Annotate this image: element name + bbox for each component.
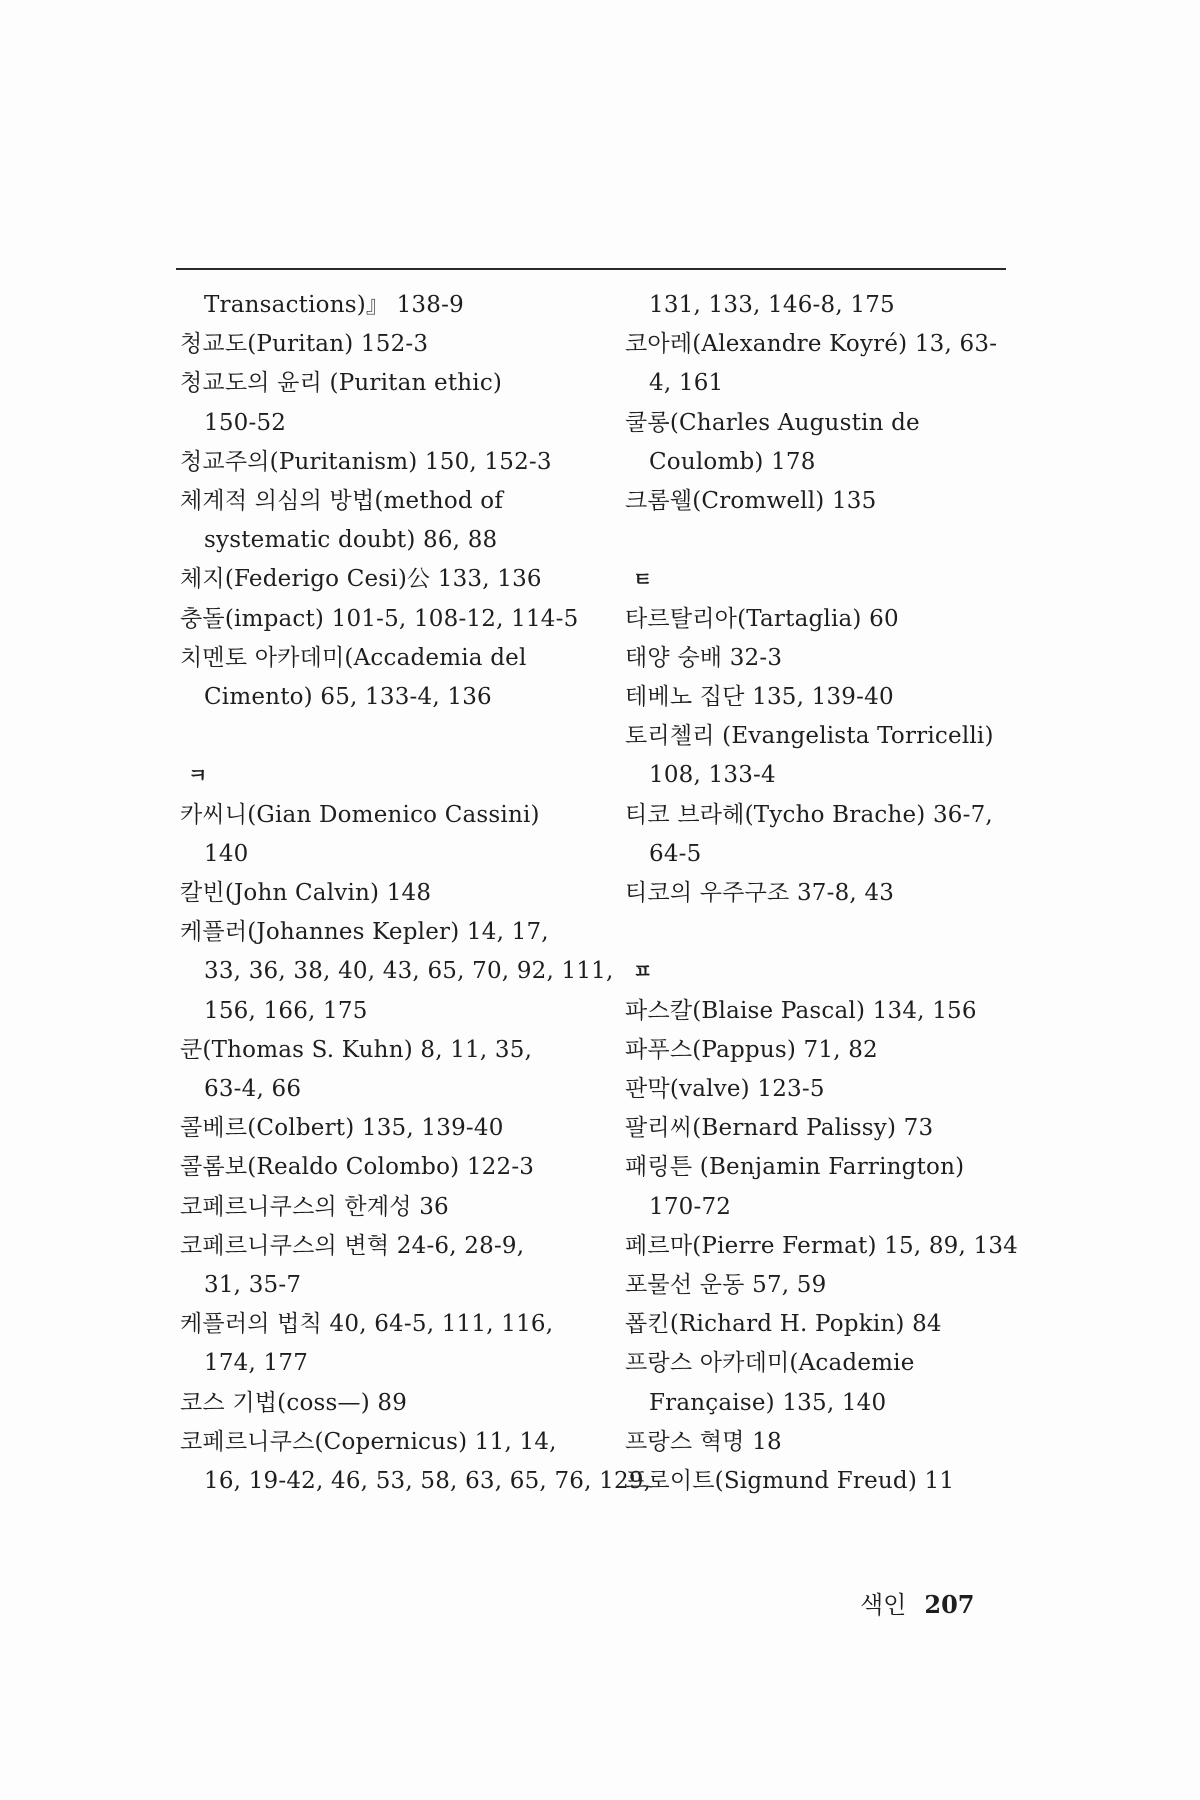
index-entry-line: 108, 133-4 <box>649 762 776 789</box>
index-entry-line: 티코의 우주구조 37-8, 43 <box>625 880 895 906</box>
index-section-heading: ㅋ <box>188 763 208 788</box>
header-rule <box>176 268 1006 270</box>
index-entry-line: 케플러(Johannes Kepler) 14, 17, <box>180 919 549 946</box>
index-entry-line: 64-5 <box>649 840 702 867</box>
index-entry-line: Transactions)』 138-9 <box>204 292 464 318</box>
index-entry-line: 프랑스 아카데미(Academie <box>625 1350 915 1377</box>
index-entry-line: 코페르니쿠스의 한계성 36 <box>180 1193 449 1220</box>
index-entry-line: 콜롬보(Realdo Colombo) 122-3 <box>180 1154 535 1181</box>
index-entry-line: 폽킨(Richard H. Popkin) 84 <box>625 1311 942 1338</box>
index-entry-line: 치멘토 아카데미(Accademia del <box>180 644 527 671</box>
index-entry-line: 코페르니쿠스(Copernicus) 11, 14, <box>180 1428 557 1455</box>
index-entry-line: 코페르니쿠스의 변혁 24-6, 28-9, <box>180 1232 525 1259</box>
index-section-heading: ㅍ <box>633 959 653 984</box>
index-entry-line: 150-52 <box>204 409 287 436</box>
index-entry-line: 31, 35-7 <box>204 1272 302 1298</box>
section-label: 색인 <box>860 1591 907 1619</box>
index-entry-line: 174, 177 <box>204 1350 309 1377</box>
index-entry-line: 체지(Federigo Cesi)公 133, 136 <box>180 566 542 593</box>
index-entry-line: 패링튼 (Benjamin Farrington) <box>625 1154 965 1181</box>
index-entry-line: 140 <box>204 840 249 867</box>
index-entry-line: 프랑스 혁명 18 <box>625 1428 782 1455</box>
index-entry-line: 170-72 <box>649 1193 732 1220</box>
index-entry-line: Coulomb) 178 <box>649 448 816 475</box>
index-entry-line: 청교도의 윤리 (Puritan ethic) <box>180 370 503 397</box>
index-entry-line: 태양 숭배 32-3 <box>625 644 783 671</box>
index-entry-line: 테베노 집단 135, 139-40 <box>625 684 894 710</box>
index-entry-line: 페르마(Pierre Fermat) 15, 89, 134 <box>625 1232 1019 1259</box>
index-entry-line: 156, 166, 175 <box>204 997 368 1024</box>
index-entry-line: 63-4, 66 <box>204 1076 302 1102</box>
index-entry-line: 코아레(Alexandre Koyré) 13, 63- <box>625 331 998 358</box>
index-entry-line: 청교주의(Puritanism) 150, 152-3 <box>180 448 552 475</box>
index-entry-line: 쿨롱(Charles Augustin de <box>625 409 920 436</box>
index-entry-line: 16, 19-42, 46, 53, 58, 63, 65, 76, 129, <box>204 1468 652 1494</box>
index-entry-line: 청교도(Puritan) 152-3 <box>180 331 429 358</box>
index-entry-line: 파푸스(Pappus) 71, 82 <box>625 1036 878 1063</box>
index-entry-line: systematic doubt) 86, 88 <box>204 527 498 554</box>
index-entry-line: 타르탈리아(Tartaglia) 60 <box>625 605 899 632</box>
index-entry-line: 크롬웰(Cromwell) 135 <box>625 488 877 514</box>
index-entry-line: 칼빈(John Calvin) 148 <box>180 880 432 906</box>
index-entry-line: 4, 161 <box>649 370 724 397</box>
index-entry-line: 프로이트(Sigmund Freud) 11 <box>625 1468 955 1494</box>
index-entry-line: 33, 36, 38, 40, 43, 65, 70, 92, 111, <box>204 958 614 985</box>
page-footer <box>860 1585 974 1620</box>
index-entry-line: 콜베르(Colbert) 135, 139-40 <box>180 1115 504 1142</box>
index-entry-line: 포물선 운동 57, 59 <box>625 1272 827 1298</box>
index-entry-line: 파스칼(Blaise Pascal) 134, 156 <box>625 997 977 1024</box>
index-entry-line: 131, 133, 146-8, 175 <box>649 292 895 318</box>
page-number: 207 <box>924 1590 975 1619</box>
index-entry-line: 충돌(impact) 101-5, 108-12, 114-5 <box>180 605 579 632</box>
index-entry-line: Française) 135, 140 <box>649 1389 887 1416</box>
index-entry-line: 체계적 의심의 방법(method of <box>180 488 504 514</box>
index-section-heading: ㅌ <box>633 567 653 592</box>
index-entry-line: 코스 기법(coss—) 89 <box>180 1389 408 1416</box>
index-entry-line: 판막(valve) 123-5 <box>625 1076 825 1102</box>
index-entry-line: 토리첼리 (Evangelista Torricelli) <box>625 723 994 750</box>
index-entry-line: Cimento) 65, 133-4, 136 <box>204 684 492 710</box>
index-entry-line: 쿤(Thomas S. Kuhn) 8, 11, 35, <box>180 1036 533 1063</box>
index-entry-line: 티코 브라헤(Tycho Brache) 36-7, <box>625 801 993 828</box>
index-entry-line: 케플러의 법칙 40, 64-5, 111, 116, <box>180 1311 554 1338</box>
index-entry-line: 카씨니(Gian Domenico Cassini) <box>180 801 540 828</box>
index-entry-line: 팔리씨(Bernard Palissy) 73 <box>625 1115 934 1142</box>
